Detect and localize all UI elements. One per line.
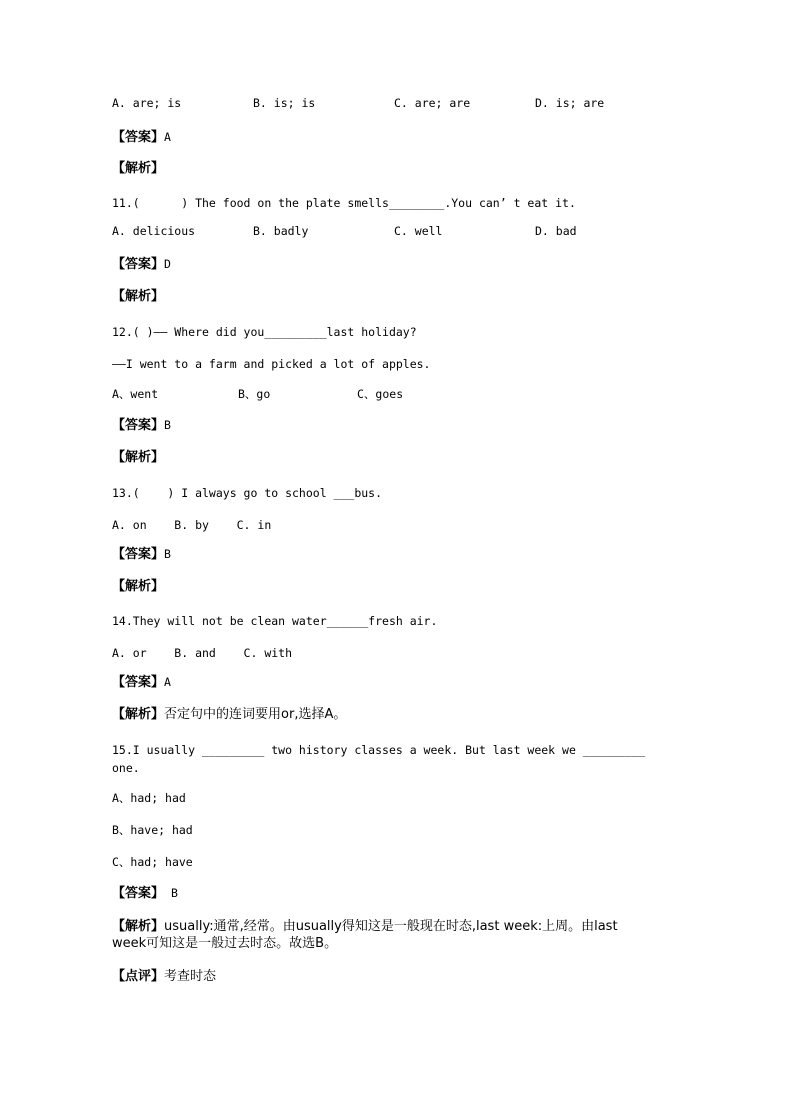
q15-answer (112, 885, 178, 902)
q11-option-d: D. bad (535, 224, 577, 238)
q14-answer (112, 674, 171, 691)
q15-comment (112, 968, 216, 985)
analysis-tag: 【解析】 (112, 289, 165, 304)
q15-option-a: A、had; had (112, 791, 186, 805)
answer-tag: 【答案】 (112, 418, 165, 433)
q12-response: ——I went to a farm and picked a lot of apples. (112, 357, 431, 371)
q13-options: A. on B. by C. in (112, 518, 272, 532)
answer-tag: 【答案】 (112, 886, 165, 901)
q11-option-a: A. delicious (112, 224, 196, 238)
answer-tag: 【答案】 (112, 257, 165, 272)
analysis-tag: 【解析】 (112, 161, 165, 176)
answer-value: B (164, 547, 171, 561)
q12-analysis (112, 449, 164, 466)
analysis-tag: 【解析】 (112, 707, 165, 722)
answer-tag: 【答案】 (112, 547, 165, 562)
q10-option-a: A. are; is (112, 96, 182, 110)
comment-text: 考查时态 (164, 969, 217, 984)
q15-analysis-line2: week可知这是一般过去时态。故选B。 (112, 936, 338, 951)
q12-option-c: C、goes (357, 387, 404, 401)
q15-analysis-line1 (112, 918, 618, 935)
analysis-tag: 【解析】 (112, 919, 165, 934)
analysis-text: usually:通常,经常。由usually得知这是一般现在时态,last week:上周。由last (164, 919, 618, 934)
q12-option-b: B、go (238, 387, 271, 401)
q14-analysis (112, 706, 346, 723)
q15-option-b: B、have; had (112, 823, 193, 837)
q10-option-b: B. is; is (253, 96, 316, 110)
q11-answer (112, 256, 171, 273)
q11-option-b: B. badly (253, 224, 309, 238)
q13-analysis (112, 578, 164, 595)
q10-analysis (112, 160, 164, 177)
answer-tag: 【答案】 (112, 130, 165, 145)
answer-value: A (164, 675, 171, 689)
q11-stem: 11.( ) The food on the plate smells________.You can’ t eat it. (112, 196, 576, 210)
q11-analysis (112, 288, 164, 305)
q15-stem-line2: one. (112, 761, 140, 775)
q14-options: A. or B. and C. with (112, 646, 293, 660)
answer-value: B (164, 418, 171, 432)
q10-option-c: C. are; are (394, 96, 471, 110)
answer-value: A (164, 130, 171, 144)
answer-value: B (164, 886, 178, 900)
q14-stem: 14.They will not be clean water______fresh air. (112, 614, 438, 628)
q15-stem-line1: 15.I usually _________ two history classes a week. But last week we _________ (112, 743, 646, 757)
q15-option-c: C、had; have (112, 855, 193, 869)
q12-stem: 12.( )—— Where did you_________last holiday? (112, 325, 417, 339)
answer-tag: 【答案】 (112, 675, 165, 690)
q11-option-c: C. well (394, 224, 443, 238)
analysis-text: 否定句中的连词要用or,选择A。 (164, 707, 347, 722)
analysis-tag: 【解析】 (112, 579, 165, 594)
q12-answer (112, 417, 171, 434)
q10-answer (112, 129, 171, 146)
q13-answer (112, 546, 171, 563)
answer-value: D (164, 257, 171, 271)
q10-option-d: D. is; are (535, 96, 605, 110)
q12-option-a: A、went (112, 387, 159, 401)
q13-stem: 13.( ) I always go to school ___bus. (112, 486, 383, 500)
analysis-tag: 【解析】 (112, 450, 165, 465)
comment-tag: 【点评】 (112, 969, 165, 984)
